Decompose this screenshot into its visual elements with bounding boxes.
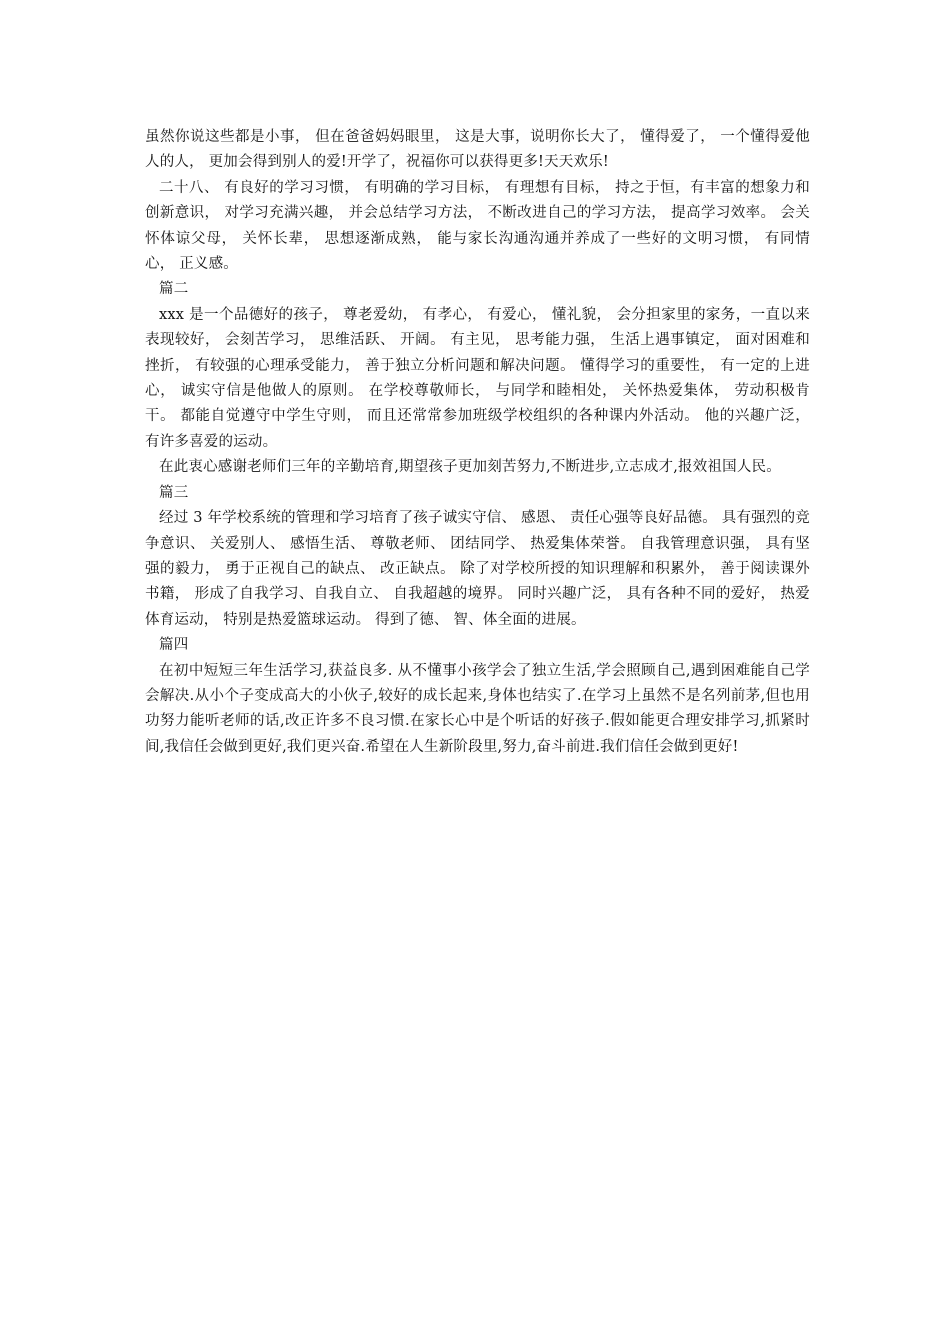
section-heading: 篇三: [159, 484, 189, 501]
document-body: [145, 125, 810, 760]
paragraph: xxx 是一个品德好的孩子， 尊老爱幼， 有孝心， 有爱心， 懂礼貌， 会分担家里的家务，一直以来表现较好， 会刻苦学习， 思维活跃、 开阔。 有主见， 思考能力强， 生活上遇事镇定， 面对困难和挫折， 有较强的心理承受能力， 善于独立分析问题和解决问题。 懂得学习的重要性， 有一定的上进心， 诚实守信是他做人的原则。 在学校尊敬师长， 与同学和睦相处， 关怀热爱集体， 劳动积极肯干。 都能自觉遵守中学生守则， 而且还常常参加班级学校组织的各种课内外活动。 他的兴趣广泛， 有许多喜爱的运动。: [145, 306, 810, 450]
paragraph: 二十八、 有良好的学习习惯， 有明确的学习目标， 有理想有目标， 持之于恒，有丰富的想象力和创新意识， 对学习充满兴趣， 并会总结学习方法， 不断改进自己的学习方法， 提高学习效率。 会关怀体谅父母， 关怀长辈， 思想逐渐成熟， 能与家长沟通沟通并养成了一些好的文明习惯， 有同情心， 正义感。: [145, 179, 810, 273]
paragraph: 在初中短短三年生活学习,获益良多. 从不懂事小孩学会了独立生活,学会照顾自己,遇到困难能自己学会解决.从小个子变成高大的小伙子,较好的成长起来,身体也结实了.在学习上虽然不是名列前茅,但也用功努力能听老师的话,改正许多不良习惯.在家长心中是个听话的好孩子.假如能更合理安排学习,抓紧时间,我信任会做到更好,我们更兴奋.希望在人生新阶段里,努力,奋斗前进.我们信任会做到更好!: [145, 662, 810, 755]
paragraph: 在此衷心感谢老师们三年的辛勤培育,期望孩子更加刻苦努力,不断进步,立志成才,报效祖国人民。: [159, 459, 781, 476]
paragraph: 虽然你说这些都是小事， 但在爸爸妈妈眼里， 这是大事，说明你长大了， 懂得爱了， 一个懂得爱他人的人， 更加会得到别人的爱!开学了，祝福你可以获得更多!天天欢乐!: [145, 129, 810, 171]
section-heading: 篇二: [159, 281, 189, 298]
section-heading: 篇四: [159, 637, 189, 654]
paragraph: 经过 3 年学校系统的管理和学习培育了孩子诚实守信、 感恩、 责任心强等良好品德。 具有强烈的竞争意识、 关爱别人、 感悟生活、 尊敬老师、 团结同学、 热爱集体荣誉。 自我管理意识强， 具有坚强的毅力， 勇于正视自己的缺点、 改正缺点。 除了对学校所授的知识理解和积累外， 善于阅读课外书籍， 形成了自我学习、自我自立、 自我超越的境界。 同时兴趣广泛， 具有各种不同的爱好， 热爱体育运动， 特别是热爱篮球运动。 得到了德、 智、体全面的进展。: [145, 510, 810, 628]
